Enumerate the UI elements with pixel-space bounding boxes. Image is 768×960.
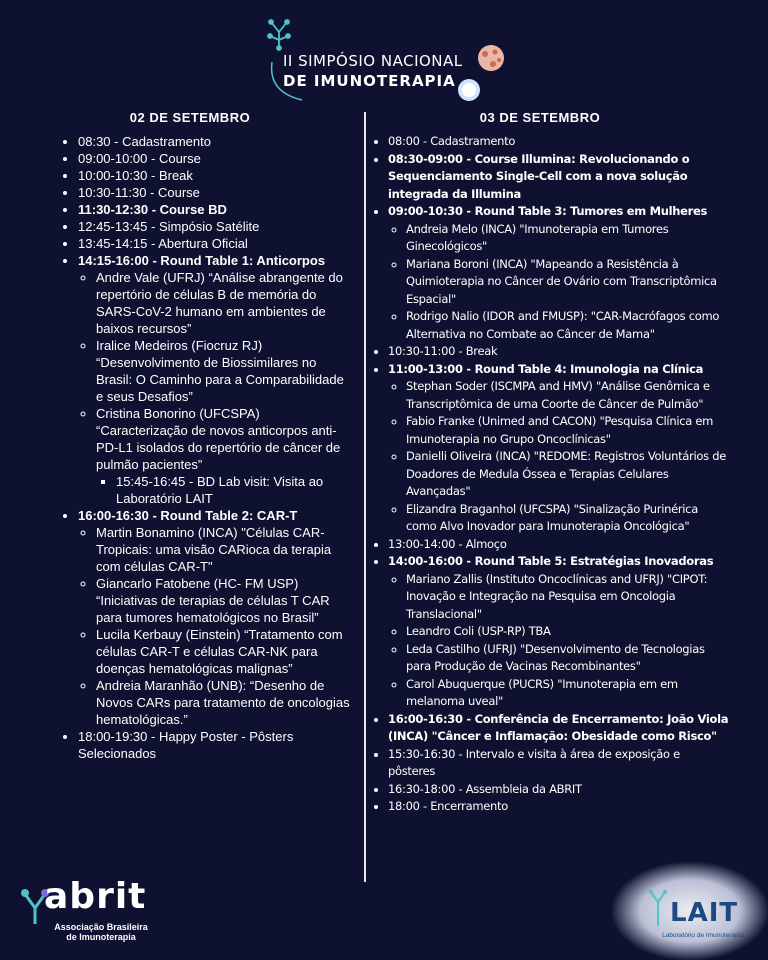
round-table-5-talks — [388, 571, 730, 711]
event-title — [283, 52, 463, 90]
list-item: • 10:00-10:30 - Break — [78, 167, 352, 184]
abrit-subtitle — [46, 922, 156, 942]
lait-subtitle: Laboratório de Imunoterapia — [662, 932, 744, 939]
round-table-4-talks — [388, 378, 730, 536]
talk-item: ◦ Carol Abuquerque (PUCRS) "Imunoterapia em em melanoma uveal" — [406, 676, 730, 711]
day1-schedule — [60, 133, 352, 762]
talk-text: Cristina Bonorino (UFCSPA) “Caracterização de novos anticorpos anti-PD-L1 isolados do repertório de câncer de pulmão pacientes” — [96, 406, 341, 472]
list-item: • 08:30-09:00 - Course Illumina: Revolucionando o Sequenciamento Single-Cell com a nova solução integrada da Illumina — [388, 151, 730, 204]
list-item: • 08:30 - Cadastramento — [78, 133, 352, 150]
list-item: • 12:45-13:45 - Simpósio Satélite — [78, 218, 352, 235]
talk-item: ◦ Andreia Maranhão (UNB): “Desenho de Novos CARs para tratamento de oncologias hematológicas.” — [96, 677, 352, 728]
lait-wordmark: LAIT — [670, 898, 739, 928]
list-item: • 18:00 - Encerramento — [388, 798, 730, 816]
abrit-logo — [20, 876, 190, 950]
talk-item — [96, 405, 352, 507]
day1-column — [60, 110, 352, 762]
list-item: • 13:45-14:15 - Abertura Oficial — [78, 235, 352, 252]
list-item-round-table-5 — [388, 553, 730, 711]
round-table-2-label: 16:00-16:30 - Round Table 2: CAR-T — [78, 508, 298, 523]
round-table-3-talks — [388, 221, 730, 344]
list-item-round-table-1 — [78, 252, 352, 507]
talk-item: ◦ Elizandra Braganhol (UFCSPA) "Sinalização Purinérica como Alvo Inovador para Imunoterapia Oncológica" — [406, 501, 730, 536]
list-item: • 18:00-19:30 - Happy Poster - Pôsters Selecionados — [78, 728, 352, 762]
event-header — [0, 0, 768, 108]
talk-item: ◦ Leda Castilho (UFRJ) "Desenvolvimento de Tecnologias para Produção de Vacinas Recombinantes" — [406, 641, 730, 676]
list-item: • 10:30-11:30 - Course — [78, 184, 352, 201]
list-item-round-table-4 — [388, 361, 730, 536]
day2-schedule — [370, 133, 730, 816]
lab-visit-item: ▪ 15:45-16:45 - BD Lab visit: Visita ao Laboratório LAIT — [116, 473, 352, 507]
list-item-round-table-2 — [78, 507, 352, 728]
list-item: • 16:30-18:00 - Assembleia da ABRIT — [388, 781, 730, 799]
list-item: • 13:00-14:00 - Almoço — [388, 536, 730, 554]
abrit-wordmark: abrit — [44, 876, 147, 917]
round-table-4-label: 11:00-13:00 - Round Table 4: Imunologia na Clínica — [388, 361, 704, 376]
talk-item: ◦ Martin Bonamino (INCA) "Células CAR-Tropicais: uma visão CARioca da terapia com células CAR-T" — [96, 524, 352, 575]
list-item: • 16:00-16:30 - Conferência de Encerramento: João Viola (INCA) "Câncer e Inflamação: Obesidade como Risco" — [388, 711, 730, 746]
lab-visit-list — [96, 473, 352, 507]
abrit-subtitle-line1: Associação Brasileira — [54, 922, 148, 932]
lait-logo — [612, 862, 768, 960]
round-table-1-label: 14:15-16:00 - Round Table 1: Anticorpos — [78, 253, 326, 268]
abrit-subtitle-line2: de Imunoterapia — [66, 932, 136, 942]
round-table-5-label: 14:00-16:00 - Round Table 5: Estratégias Inovadoras — [388, 554, 714, 568]
day1-title: 02 DE SETEMBRO — [129, 110, 251, 125]
round-table-2-talks — [78, 524, 352, 728]
cell-illustration-icon — [455, 40, 525, 104]
list-item: • 09:00-10:00 - Course — [78, 150, 352, 167]
talk-item: ◦ Giancarlo Fatobene (HC- FM USP) “Iniciativas de terapias de células T CAR para tumores hematológicos no Brasil” — [96, 575, 352, 626]
column-divider — [364, 112, 366, 882]
day2-title: 03 DE SETEMBRO — [479, 110, 601, 125]
talk-item: ◦ Rodrigo Nalio (IDOR and FMUSP): "CAR-Macrófagos como Alternativa no Combate ao Câncer de Mama" — [406, 308, 730, 343]
talk-item: ◦ Andre Vale (UFRJ) “Análise abrangente do repertório de células B de memória do SARS-CoV-2 humano em ambientes de baixos recursos” — [96, 269, 352, 337]
list-item: • 10:30-11:00 - Break — [388, 343, 730, 361]
event-title-line1: II SIMPÓSIO NACIONAL — [283, 52, 463, 70]
talk-item: ◦ Mariana Boroni (INCA) "Mapeando a Resistência à Quimioterapia no Câncer de Ovário com Transcriptômica Espacial" — [406, 256, 730, 309]
list-item: • 08:00 - Cadastramento — [388, 133, 730, 151]
event-title-line2: DE IMUNOTERAPIA — [283, 72, 456, 90]
list-item: • 11:30-12:30 - Course BD — [78, 201, 352, 218]
day2-column — [370, 110, 730, 816]
talk-item: ◦ Leandro Coli (USP-RP) TBA — [406, 623, 730, 641]
list-item: • 15:30-16:30 - Intervalo e visita à área de exposição e pôsteres — [388, 746, 730, 781]
talk-item: ◦ Mariano Zallis (Instituto Oncoclínicas and UFRJ) "CIPOT: Inovação e Integração na Pesquisa em Oncologia Translacional" — [406, 571, 730, 624]
talk-item: ◦ Danielli Oliveira (INCA) "REDOME: Registros Voluntários de Doadores de Medula Óssea e Terapias Celulares Avançadas" — [406, 448, 730, 501]
talk-item: ◦ Lucila Kerbauy (Einstein) “Tratamento com células CAR-T e células CAR-NK para doenças hematológicas malignas” — [96, 626, 352, 677]
lait-antibody-icon — [648, 888, 668, 928]
list-item-round-table-3 — [388, 203, 730, 343]
talk-item: ◦ Fabio Franke (Unimed and CACON) "Pesquisa Clínica em Imunoterapia no Grupo Oncoclínicas" — [406, 413, 730, 448]
talk-item: ◦ Stephan Soder (ISCMPA and HMV) "Análise Genômica e Transcriptômica de uma Coorte de Câncer de Pulmão" — [406, 378, 730, 413]
talk-item: ◦ Iralice Medeiros (Fiocruz RJ) “Desenvolvimento de Biossimilares no Brasil: O Caminho para a Comparabilidade e seus Desafios” — [96, 337, 352, 405]
talk-item: ◦ Andreia Melo (INCA) "Imunoterapia em Tumores Ginecológicos" — [406, 221, 730, 256]
round-table-1-talks — [78, 269, 352, 507]
round-table-3-label: 09:00-10:30 - Round Table 3: Tumores em Mulheres — [388, 204, 708, 218]
